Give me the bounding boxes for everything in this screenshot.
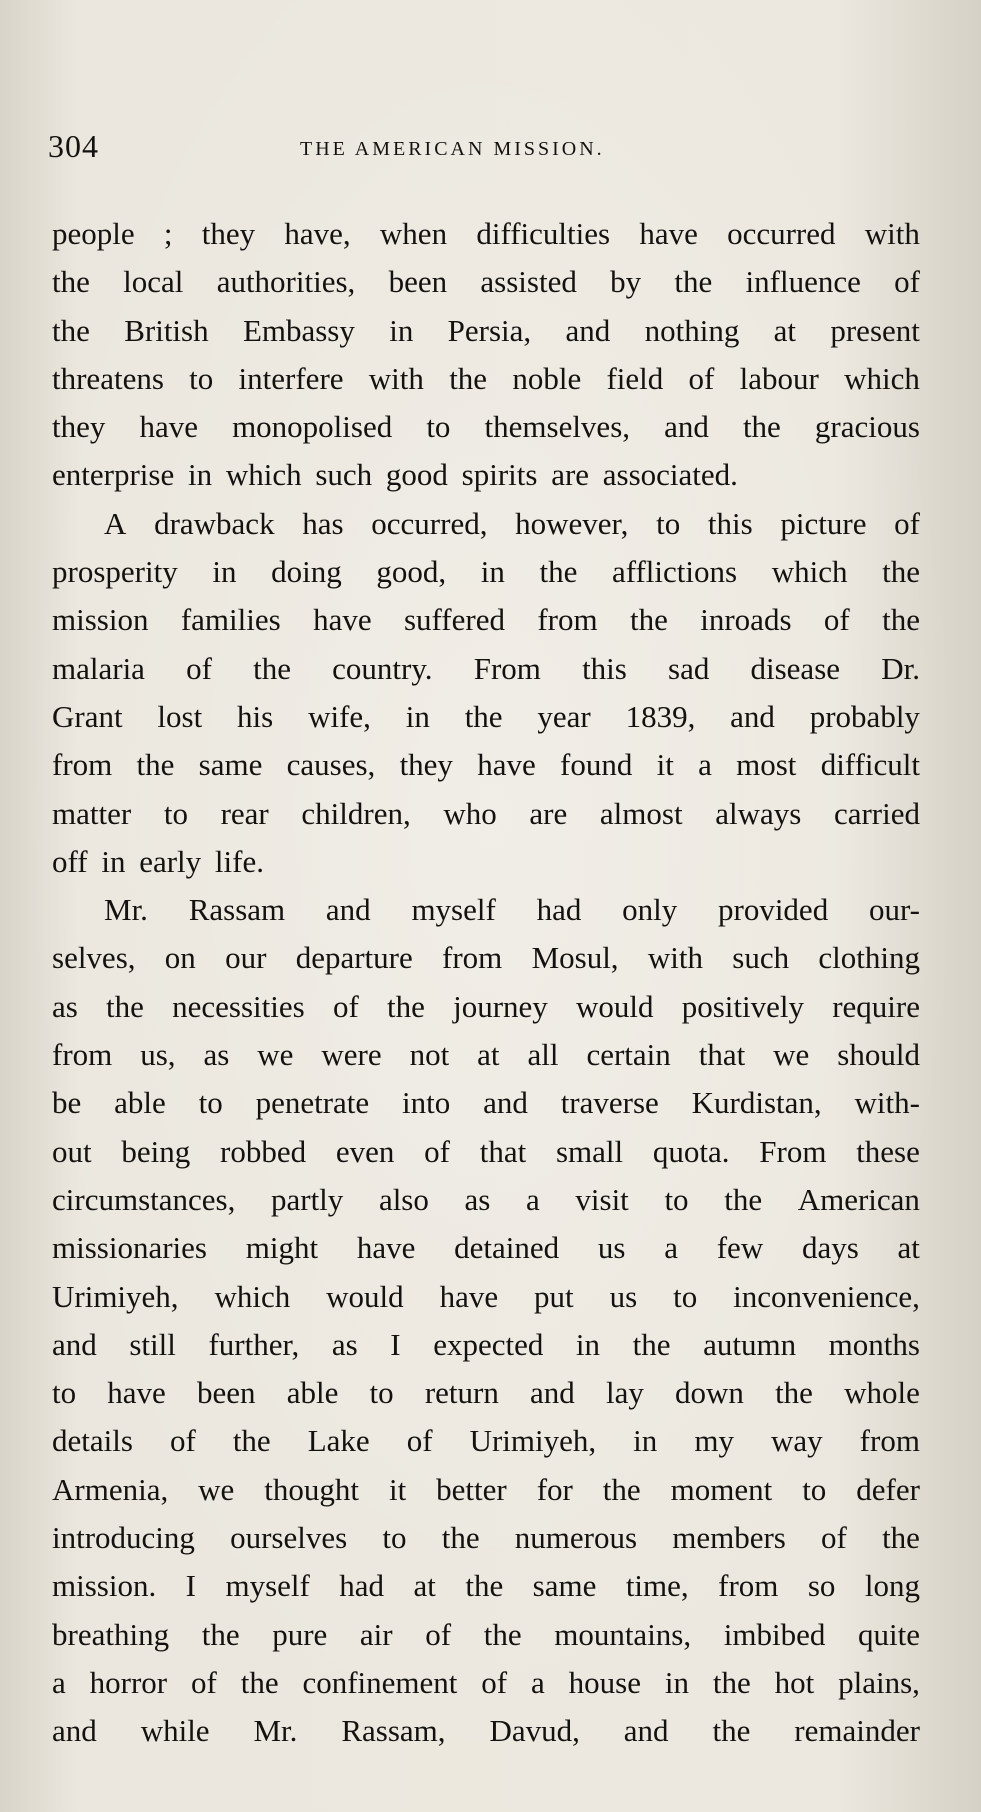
text-line: details of the Lake of Urimiyeh, in my way from (52, 1423, 920, 1459)
text-line: prosperity in doing good, in the afflictions which the (52, 554, 920, 590)
text-line: mission. I myself had at the same time, from so long (52, 1568, 920, 1604)
text-line: and still further, as I expected in the autumn months (52, 1326, 920, 1362)
text-line: to have been able to return and lay down the whole (52, 1375, 920, 1411)
text-line: selves, on our departure from Mosul, with such clothing (52, 940, 920, 976)
text-line: from us, as we were not at all certain that we should (52, 1037, 920, 1073)
text-line: the British Embassy in Persia, and nothing at present (52, 312, 920, 348)
text-line: circumstances, partly also as a visit to the American (52, 1181, 920, 1217)
text-line: a horror of the confinement of a house in the hot plains, (52, 1664, 920, 1700)
text-line: off in early life. (52, 843, 264, 879)
text-line: and while Mr. Rassam, Davud, and the remainder (52, 1713, 920, 1749)
running-title: THE AMERICAN MISSION. (300, 138, 605, 160)
text-line: mission families have suffered from the inroads of the (52, 602, 920, 638)
text-line: Grant lost his wife, in the year 1839, and probably (52, 698, 920, 734)
running-head (48, 128, 928, 168)
text-line: from the same causes, they have found it a most difficult (52, 747, 920, 783)
text-line: Armenia, we thought it better for the moment to defer (52, 1471, 920, 1507)
text-line: missionaries might have detained us a few days at (52, 1230, 920, 1266)
text-line: threatens to interfere with the noble field of labour which (52, 360, 920, 396)
page-number: 304 (48, 128, 99, 164)
text-line: introducing ourselves to the numerous members of the (52, 1520, 920, 1556)
text-line: malaria of the country. From this sad disease Dr. (52, 650, 920, 686)
text-line: A drawback has occurred, however, to this picture of (104, 505, 920, 541)
text-line: be able to penetrate into and traverse Kurdistan, with- (52, 1085, 920, 1121)
text-line: Mr. Rassam and myself had only provided our- (104, 892, 920, 928)
text-line: enterprise in which such good spirits are associated. (52, 457, 738, 493)
text-line: they have monopolised to themselves, and the gracious (52, 409, 920, 445)
body-text (52, 210, 920, 1756)
text-line: matter to rear children, who are almost always carried (52, 795, 920, 831)
text-line: people ; they have, when difficulties have occurred with (52, 216, 920, 251)
text-line: out being robbed even of that small quota. From these (52, 1133, 920, 1169)
text-line: Urimiyeh, which would have put us to inconvenience, (52, 1278, 920, 1314)
text-line: as the necessities of the journey would positively require (52, 988, 920, 1024)
text-line: the local authorities, been assisted by the influence of (52, 264, 920, 300)
text-line: breathing the pure air of the mountains, imbibed quite (52, 1616, 920, 1652)
